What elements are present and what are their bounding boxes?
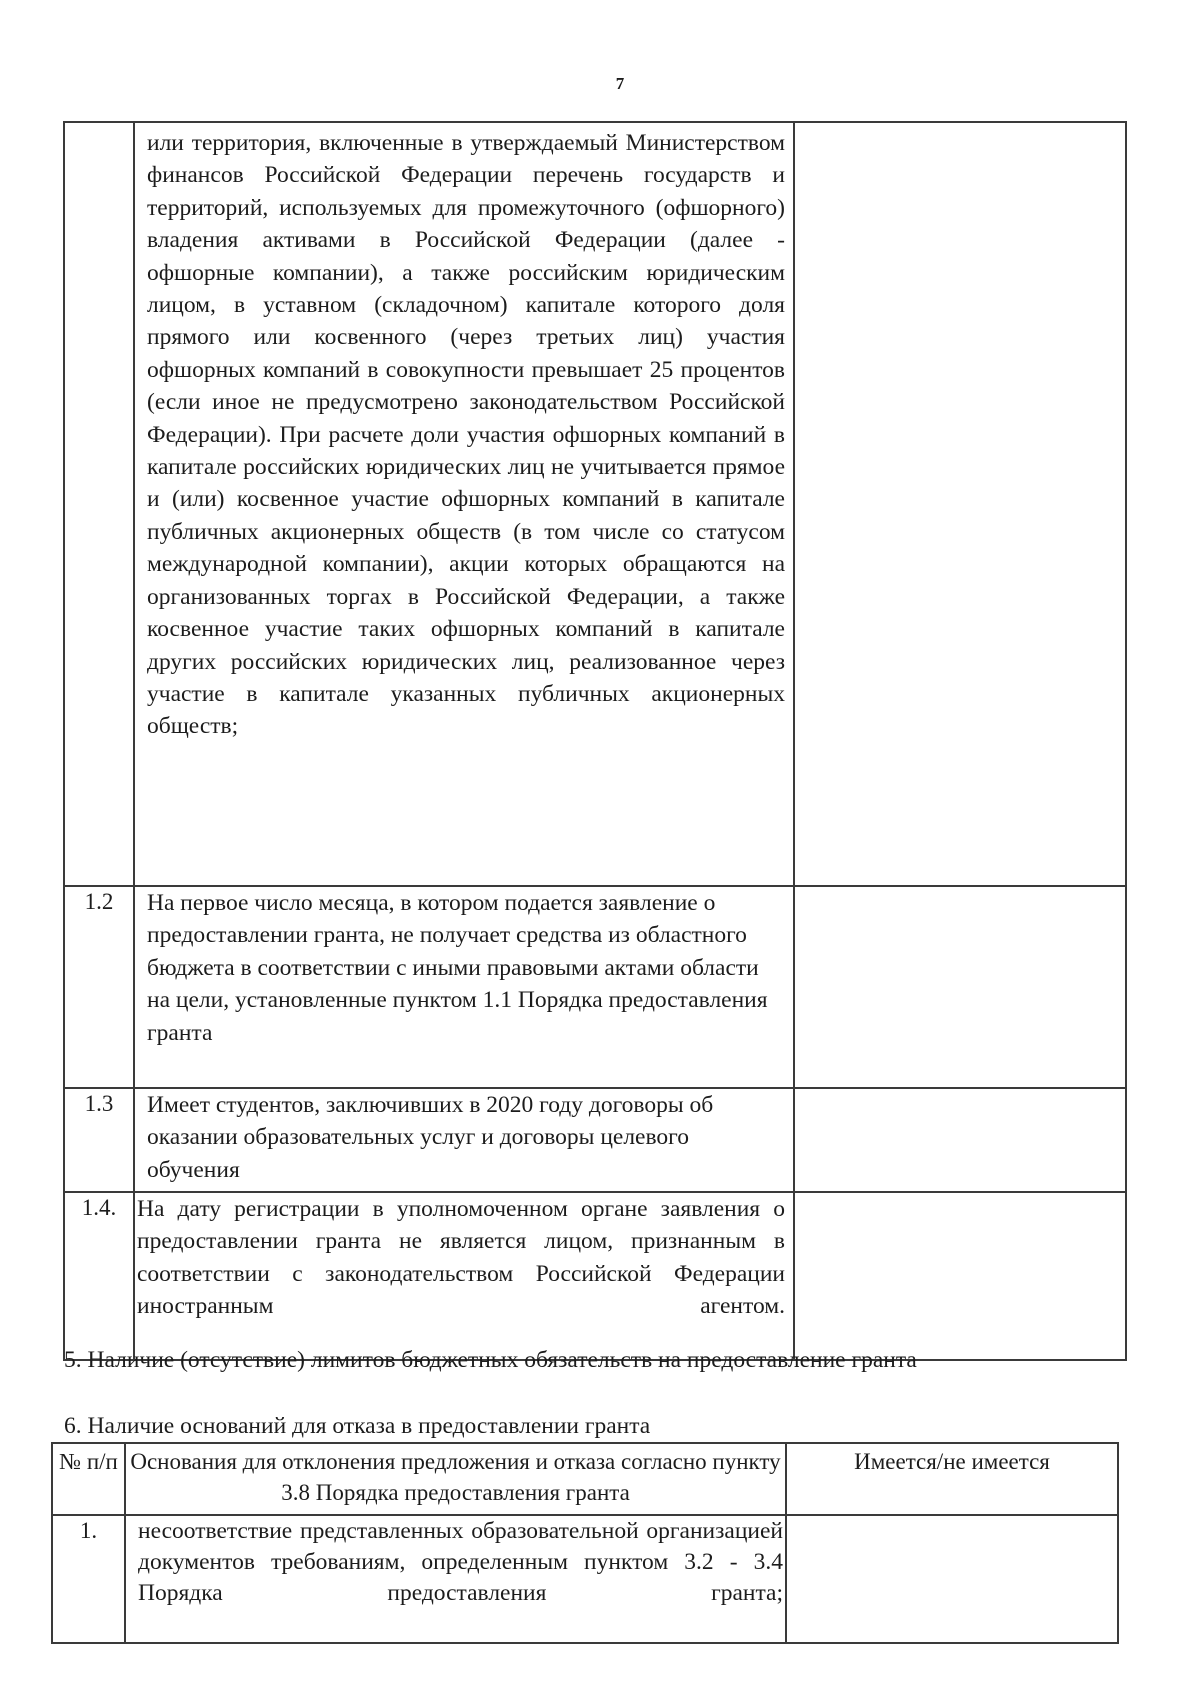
criterion-text: Имеет студентов, заключивших в 2020 году договоры об оказании образовательных услуг и договоры целевого обучения bbox=[134, 1088, 794, 1192]
criterion-text: или территория, включенные в утверждаемый Министерством финансов Российской Федерации перечень государств и территорий, используемых для промежуточного (офшорного) владения активами в Российской Федерации (далее - офшорные компании), а также российским юридическим лицом, в уставном (складочном) капитале которого доля прямого или косвенного (через третьих лиц) участия офшорных компаний в совокупности превышает 25 процентов (если иное не предусмотрено законодательством Российской Федерации). При расчете доли участия офшорных компаний в капитале российских юридических лиц не учитывается прямое и (или) косвенное участие офшорных компаний в капитале публичных акционерных обществ (в том числе со статусом международной компании), акции которых обращаются на организованных торгах в Российской Федерации, а также косвенное участие таких офшорных компаний в капитале других российских юридических лиц, реализованное через участие в капитале указанных публичных акционерных обществ; bbox=[134, 122, 794, 886]
section-5-heading: 5. Наличие (отсутствие) лимитов бюджетных обязательств на предоставление гранта bbox=[64, 1347, 917, 1373]
table-row bbox=[64, 1088, 1126, 1192]
criterion-value-cell bbox=[794, 1088, 1126, 1192]
ground-value-cell bbox=[786, 1515, 1118, 1643]
header-number: № п/п bbox=[52, 1443, 125, 1515]
ground-text: несоответствие представленных образовательной организацией документов требованиям, определенным пунктом 3.2 - 3.4 Порядка предоставления гранта; bbox=[125, 1515, 786, 1643]
criterion-value-cell bbox=[794, 886, 1126, 1088]
row-number: 1.3 bbox=[64, 1088, 134, 1192]
header-basis: Основания для отклонения предложения и отказа согласно пункту 3.8 Порядка предоставления гранта bbox=[125, 1443, 786, 1515]
table-row bbox=[52, 1515, 1118, 1643]
refusal-grounds-table bbox=[51, 1442, 1119, 1644]
criterion-text: На первое число месяца, в котором подается заявление о предоставлении гранта, не получает средства из областного бюджета в соответствии с иными правовыми актами области на цели, установленные пунктом 1.1 Порядка предоставления гранта bbox=[134, 886, 794, 1088]
row-number bbox=[64, 122, 134, 886]
table-row bbox=[64, 122, 1126, 886]
row-number: 1. bbox=[52, 1515, 125, 1643]
criterion-text: На дату регистрации в уполномоченном органе заявления о предоставлении гранта не является лицом, признанным в соответствии с законодательством Российской Федерации иностранным агентом. bbox=[134, 1192, 794, 1360]
table-row bbox=[64, 1192, 1126, 1360]
table-header-row bbox=[52, 1443, 1118, 1515]
eligibility-criteria-table bbox=[63, 121, 1127, 1361]
row-number: 1.4. bbox=[64, 1192, 134, 1360]
criterion-value-cell bbox=[794, 122, 1126, 886]
row-number: 1.2 bbox=[64, 886, 134, 1088]
criterion-value-cell bbox=[794, 1192, 1126, 1360]
table-row bbox=[64, 886, 1126, 1088]
header-status: Имеется/не имеется bbox=[786, 1443, 1118, 1515]
page-number: 7 bbox=[615, 74, 625, 93]
section-6-heading: 6. Наличие оснований для отказа в предоставлении гранта bbox=[64, 1413, 651, 1439]
